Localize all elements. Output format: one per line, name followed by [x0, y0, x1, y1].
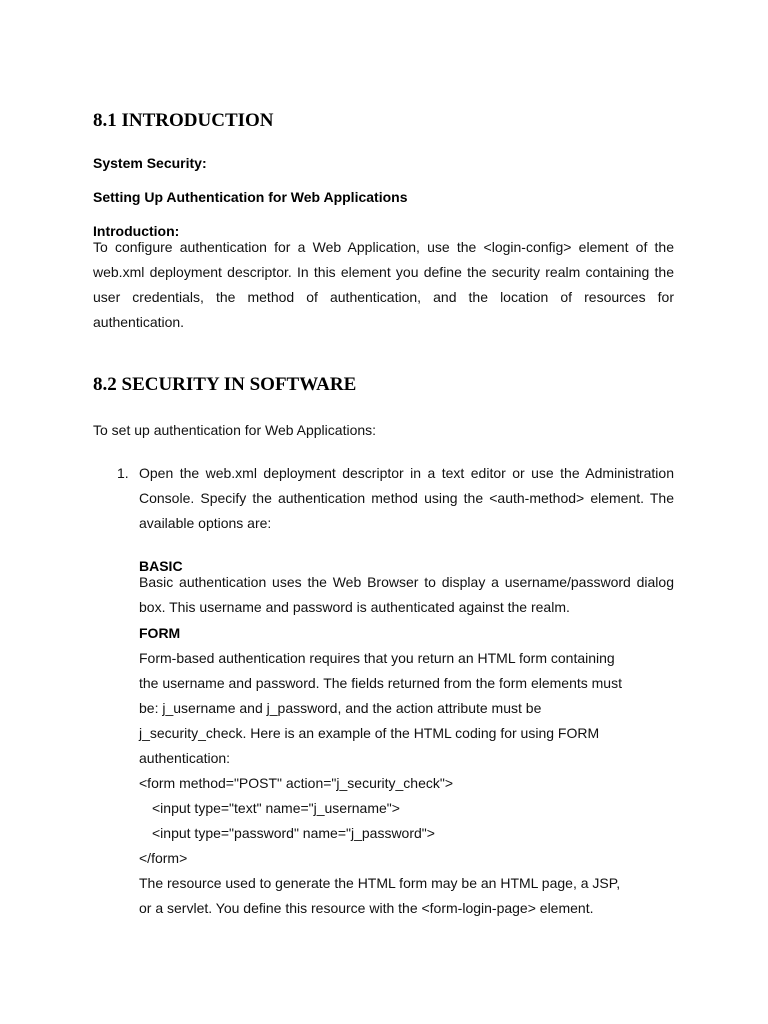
section-title: SECURITY IN SOFTWARE	[121, 374, 357, 395]
section-title: INTRODUCTION	[121, 110, 274, 131]
code-line: </form>	[139, 850, 188, 866]
section-heading-intro	[93, 110, 274, 132]
form-text-line: authentication:	[139, 750, 231, 766]
document-page	[93, 0, 674, 1024]
form-label: FORM	[139, 625, 181, 641]
authentication-subheading: Setting Up Authentication for Web Applications	[93, 189, 408, 205]
setup-lead-text: To set up authentication for Web Applications:	[93, 422, 377, 438]
introduction-label: Introduction:	[93, 223, 180, 239]
form-text-line: j_security_check. Here is an example of the HTML coding for using FORM	[139, 725, 600, 741]
form-text-line: be: j_username and j_password, and the action attribute must be	[139, 700, 542, 716]
form-description	[139, 646, 674, 921]
resource-text-line: The resource used to generate the HTML form may be an HTML page, a JSP,	[139, 875, 621, 891]
basic-label: BASIC	[139, 558, 183, 574]
basic-description: Basic authentication uses the Web Browser to display a username/password dialog box. This username and password is authenticated against the realm.	[139, 574, 674, 615]
form-text-line: Form-based authentication requires that you return an HTML form containing	[139, 650, 615, 666]
code-line: <form method="POST" action="j_security_check">	[139, 775, 454, 791]
code-line: <input type="text" name="j_username">	[152, 800, 400, 816]
form-text-line: the username and password. The fields returned from the form elements must	[139, 675, 622, 691]
code-line: <input type="password" name="j_password">	[152, 825, 435, 841]
section-heading-security	[93, 374, 356, 396]
system-security-heading: System Security:	[93, 155, 207, 171]
list-number: 1.	[117, 465, 129, 481]
section-number: 8.2	[93, 374, 117, 395]
step-one-text: Open the web.xml deployment descriptor in a text editor or use the Administration Console. Specify the authentication method using the <auth-method> element. The available options are:	[139, 465, 674, 531]
resource-text-line: or a servlet. You define this resource with the <form-login-page> element.	[139, 900, 594, 916]
section-number: 8.1	[93, 110, 117, 131]
introduction-paragraph: To configure authentication for a Web Application, use the <login-config> element of the web.xml deployment descriptor. In this element you define the security realm containing the user credentials, the method of authentication, and the location of resources for authentication.	[93, 239, 674, 330]
